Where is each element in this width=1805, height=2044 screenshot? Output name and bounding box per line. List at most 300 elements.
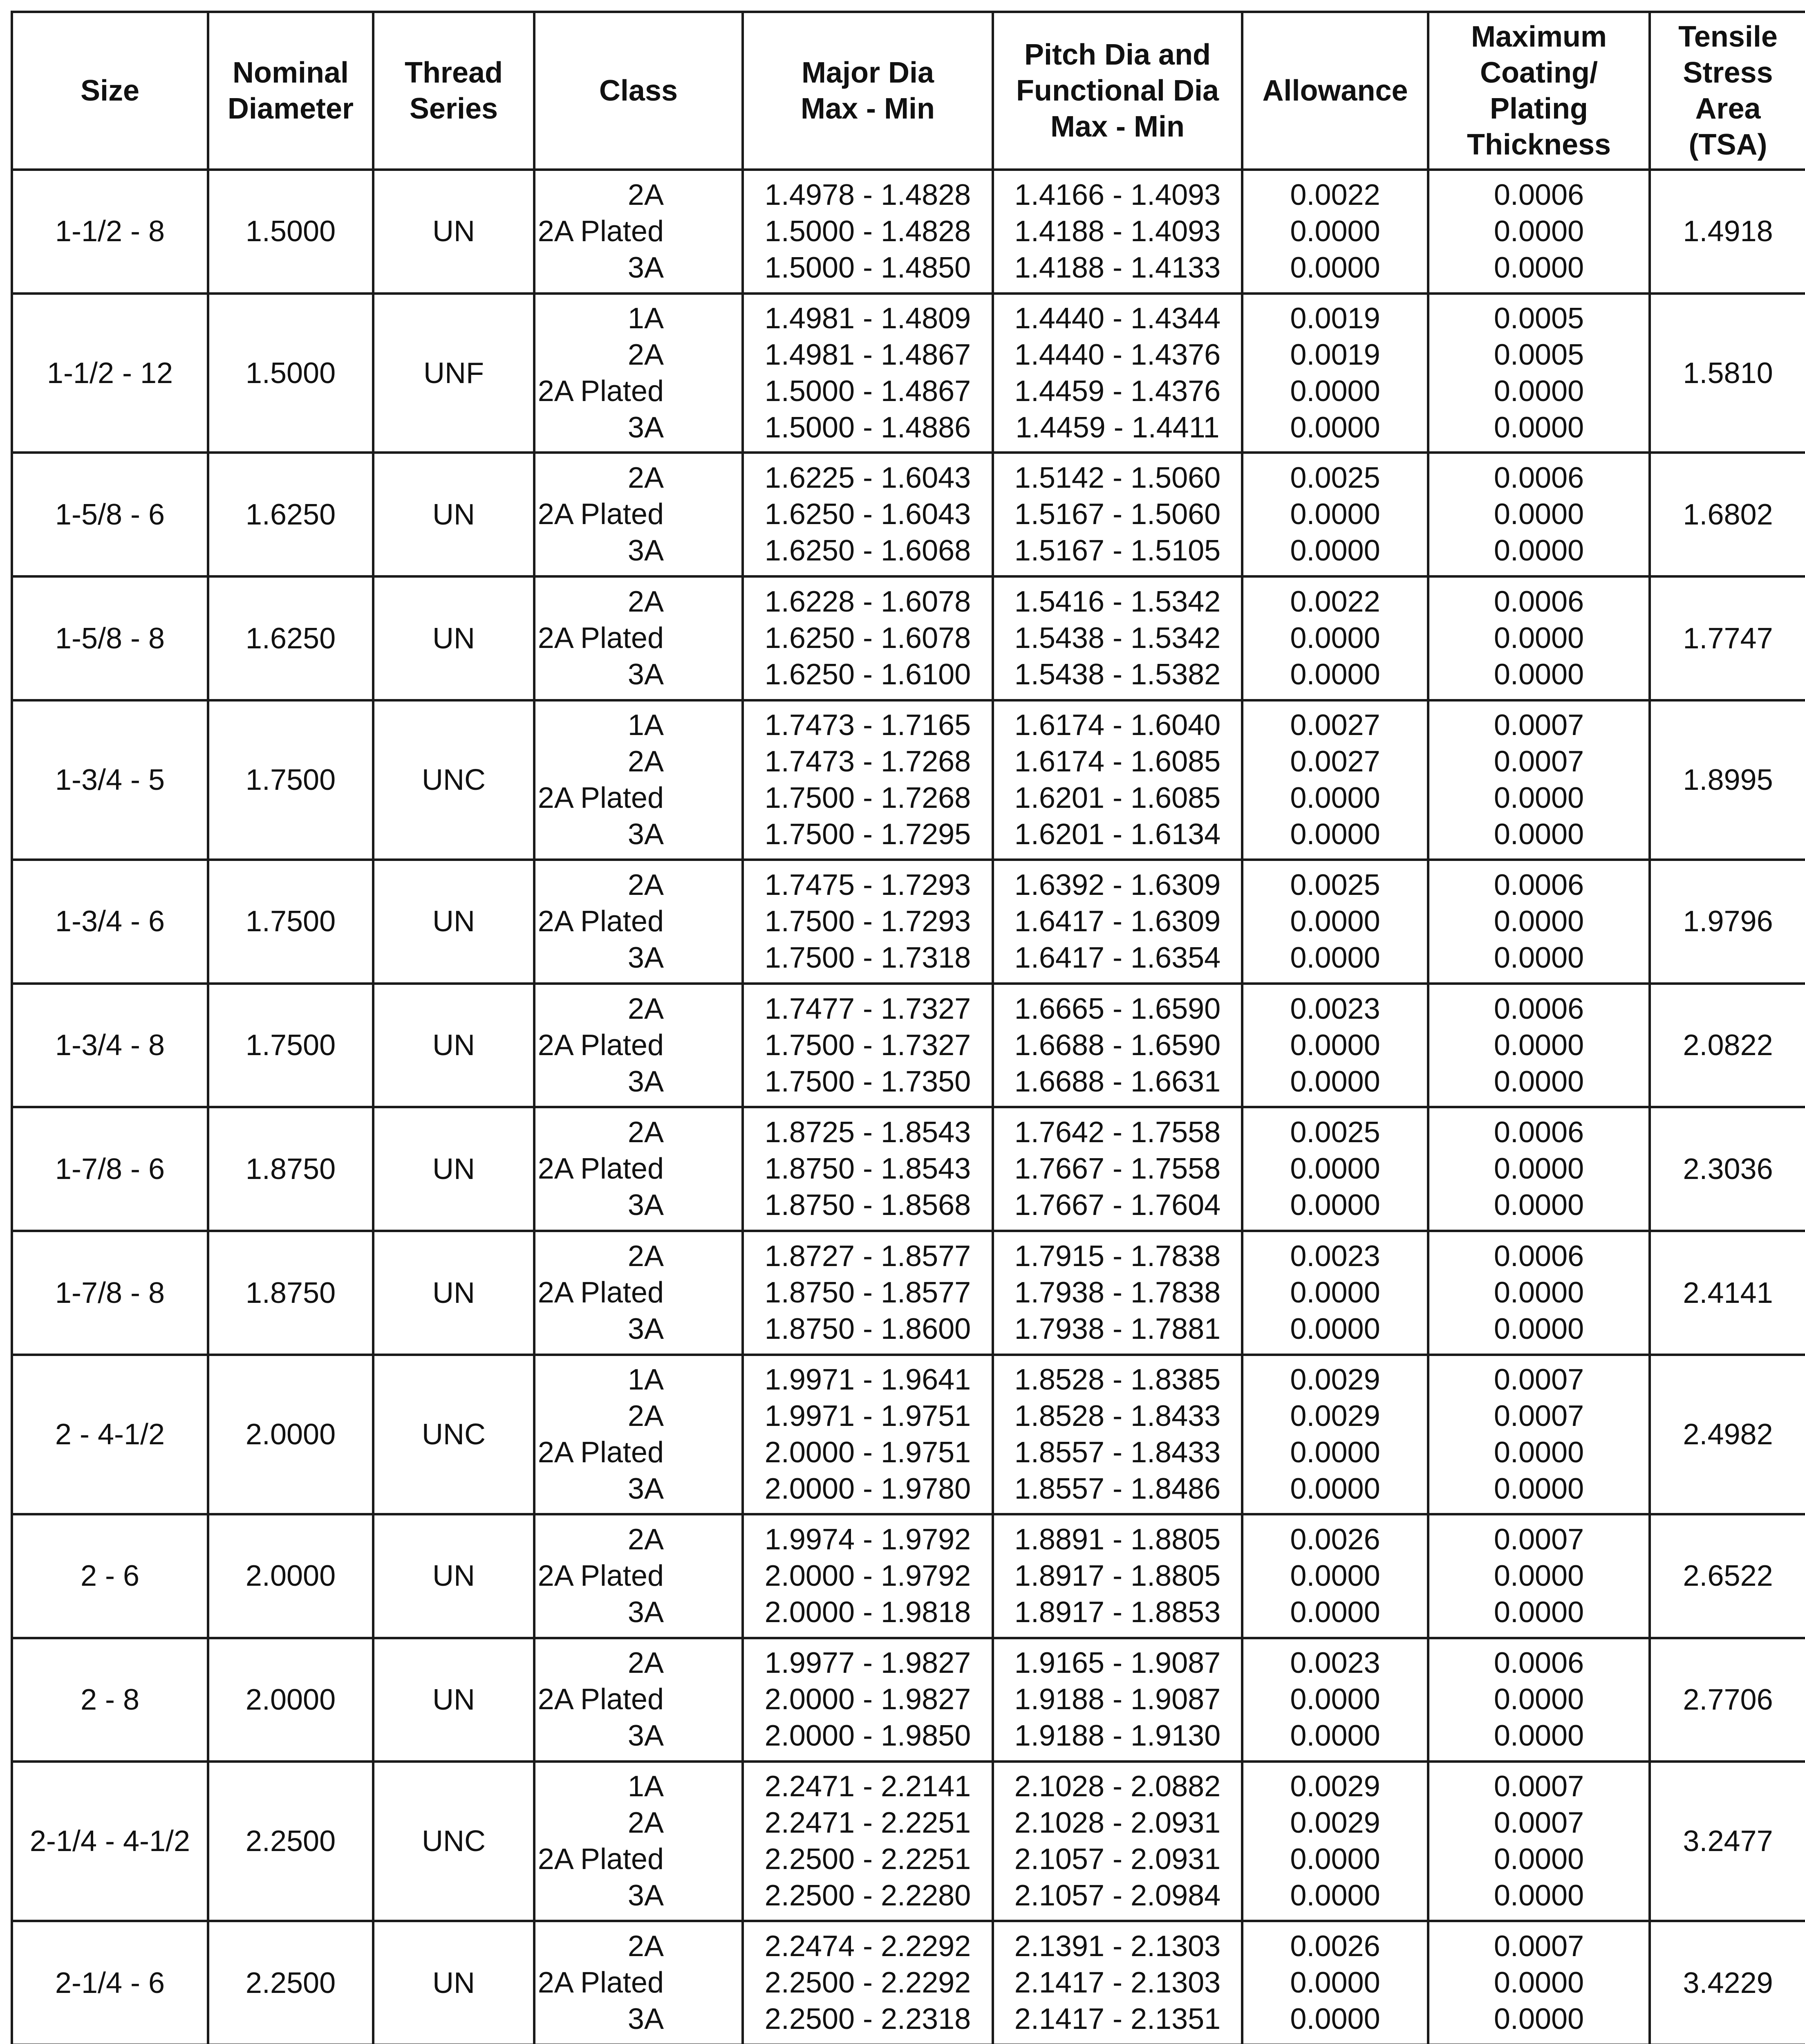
size-header (12, 12, 208, 170)
major-dia-cell (743, 984, 993, 1107)
coating-thickness-cell-line: 0.0000 (1494, 781, 1584, 814)
coating-thickness-cell (1428, 1107, 1650, 1231)
pitch-dia-cell-line: 1.6174 - 1.6085 (1014, 745, 1221, 778)
coating-thickness-cell-line: 0.0005 (1494, 338, 1584, 371)
class-cell-line: 3A (627, 941, 664, 974)
pitch-dia-cell-line: 1.6688 - 1.6631 (1014, 1065, 1221, 1098)
coating-thickness-cell-line: 0.0000 (1494, 818, 1584, 851)
allowance-cell-line: 0.0000 (1290, 1472, 1380, 1505)
pitch-dia-cell-line: 1.7938 - 1.7838 (1014, 1276, 1221, 1309)
coating-thickness-cell-line: 0.0006 (1494, 585, 1584, 619)
table-row (12, 1762, 1805, 1921)
allowance-cell (1242, 984, 1428, 1107)
major-dia-cell (743, 1514, 993, 1638)
pitch-dia-cell (993, 1107, 1242, 1231)
header-line: Thread (404, 56, 503, 89)
coating-thickness-cell-line: 0.0007 (1494, 745, 1584, 778)
major-dia-cell-line: 1.8750 - 1.8568 (764, 1189, 971, 1222)
allowance-cell-line: 0.0025 (1290, 1116, 1380, 1149)
pitch-dia-cell-line: 1.9188 - 1.9130 (1014, 1719, 1221, 1753)
class-cell-line: 3A (627, 1189, 664, 1222)
allowance-cell (1242, 170, 1428, 294)
allowance-cell-line: 0.0023 (1290, 1647, 1380, 1680)
header-line: Tensile (1678, 20, 1778, 53)
pitch-dia-cell-line: 1.6665 - 1.6590 (1014, 992, 1221, 1025)
allowance-cell-line: 0.0000 (1290, 622, 1380, 655)
class-cell (534, 1355, 743, 1514)
major-dia-cell-line: 1.9977 - 1.9827 (764, 1647, 971, 1680)
class-cell (534, 170, 743, 294)
major-dia-cell-line: 2.2471 - 2.2251 (764, 1806, 971, 1840)
pitch-dia-cell-line: 1.6392 - 1.6309 (1014, 868, 1221, 901)
coating-thickness-cell (1428, 1921, 1650, 2044)
allowance-cell (1242, 1107, 1428, 1231)
class-cell (534, 860, 743, 984)
pitch-dia-cell-line: 1.7642 - 1.7558 (1014, 1116, 1221, 1149)
major-dia-cell-line: 1.7473 - 1.7268 (764, 745, 971, 778)
pitch-dia-cell-line: 1.7938 - 1.7881 (1014, 1313, 1221, 1346)
coating-thickness-cell-line: 0.0006 (1494, 178, 1584, 211)
class-cell-line: 2A Plated (537, 1966, 664, 1999)
class-cell-line: 1A (627, 1770, 664, 1803)
major-dia-cell-line: 1.9971 - 1.9641 (764, 1363, 971, 1396)
allowance-cell-line: 0.0000 (1290, 1559, 1380, 1592)
pitch-dia-cell-line: 1.4188 - 1.4133 (1014, 251, 1221, 284)
major-dia-cell-line: 1.6250 - 1.6043 (764, 498, 971, 531)
major-dia-cell-line: 1.8750 - 1.8600 (764, 1313, 971, 1346)
coating-thickness-cell-line: 0.0000 (1494, 1436, 1584, 1469)
coating-thickness-cell-line: 0.0007 (1494, 1770, 1584, 1803)
coating-thickness-cell (1428, 1638, 1650, 1762)
major-dia-cell-line: 1.6250 - 1.6068 (764, 534, 971, 567)
coating-thickness-cell (1428, 1514, 1650, 1638)
pitch-dia-cell-line: 1.7667 - 1.7558 (1014, 1152, 1221, 1186)
coating-thickness-cell-line: 0.0007 (1494, 1806, 1584, 1840)
size-cell: 2 - 8 (12, 1638, 208, 1762)
size-cell: 2 - 6 (12, 1514, 208, 1638)
table-row (12, 1231, 1805, 1355)
major-dia-cell-line: 1.9974 - 1.9792 (764, 1523, 971, 1556)
coating-thickness-cell-line: 0.0000 (1494, 1683, 1584, 1716)
nominal-diameter-cell: 1.6250 (208, 453, 373, 576)
class-cell (534, 1107, 743, 1231)
class-header (534, 12, 743, 170)
nominal-diameter-cell: 2.2500 (208, 1762, 373, 1921)
coating-thickness-header (1428, 12, 1650, 170)
nominal-diameter-cell: 1.7500 (208, 860, 373, 984)
pitch-dia-cell (993, 1921, 1242, 2044)
class-cell (534, 453, 743, 576)
class-cell-line: 3A (627, 1719, 664, 1753)
tensile-stress-area-cell: 1.7747 (1650, 576, 1805, 700)
allowance-cell-line: 0.0000 (1290, 905, 1380, 938)
pitch-dia-cell-line: 1.8528 - 1.8385 (1014, 1363, 1221, 1396)
class-cell-line: 2A Plated (537, 215, 664, 248)
size-cell: 2 - 4-1/2 (12, 1355, 208, 1514)
allowance-cell-line: 0.0000 (1290, 215, 1380, 248)
class-cell-line: 2A (627, 1647, 664, 1680)
pitch-dia-cell-line: 2.1057 - 2.0931 (1014, 1843, 1221, 1876)
size-cell: 1-1/2 - 12 (12, 294, 208, 453)
class-cell (534, 1514, 743, 1638)
nominal-diameter-header (208, 12, 373, 170)
coating-thickness-cell-line: 0.0000 (1494, 1065, 1584, 1098)
header-line: Plating (1489, 92, 1588, 125)
coating-thickness-cell-line: 0.0000 (1494, 215, 1584, 248)
allowance-cell-line: 0.0000 (1290, 1276, 1380, 1309)
class-cell-line: 2A (627, 992, 664, 1025)
class-cell (534, 576, 743, 700)
major-dia-cell-line: 1.7473 - 1.7165 (764, 708, 971, 742)
class-cell (534, 1921, 743, 2044)
major-dia-cell (743, 1921, 993, 2044)
coating-thickness-cell-line: 0.0000 (1494, 1276, 1584, 1309)
pitch-dia-cell-line: 1.8528 - 1.8433 (1014, 1399, 1221, 1432)
pitch-dia-cell (993, 1231, 1242, 1355)
class-cell-line: 2A Plated (537, 1843, 664, 1876)
allowance-cell-line: 0.0000 (1290, 251, 1380, 284)
size-cell: 1-7/8 - 6 (12, 1107, 208, 1231)
pitch-dia-cell-line: 1.5438 - 1.5382 (1014, 658, 1221, 691)
coating-thickness-cell-line: 0.0000 (1494, 411, 1584, 444)
coating-thickness-cell-line: 0.0006 (1494, 1116, 1584, 1149)
major-dia-cell-line: 1.5000 - 1.4828 (764, 215, 971, 248)
table-row (12, 453, 1805, 576)
class-cell-line: 3A (627, 1472, 664, 1505)
class-cell-line: 3A (627, 251, 664, 284)
allowance-cell-line: 0.0027 (1290, 745, 1380, 778)
thread-series-cell: UN (373, 1231, 534, 1355)
allowance-cell-line: 0.0000 (1290, 411, 1380, 444)
major-dia-cell (743, 1355, 993, 1514)
coating-thickness-cell (1428, 1762, 1650, 1921)
major-dia-cell-line: 1.7500 - 1.7350 (764, 1065, 971, 1098)
header-line: Coating/ (1480, 56, 1598, 89)
allowance-cell-line: 0.0000 (1290, 1436, 1380, 1469)
thread-series-cell: UN (373, 984, 534, 1107)
header-line: Nominal (232, 56, 349, 89)
thread-series-header (373, 12, 534, 170)
coating-thickness-cell-line: 0.0000 (1494, 1719, 1584, 1753)
major-dia-cell-line: 1.7500 - 1.7318 (764, 941, 971, 974)
thread-series-cell: UNF (373, 294, 534, 453)
pitch-dia-cell-line: 1.6688 - 1.6590 (1014, 1029, 1221, 1062)
thread-series-cell: UNC (373, 1355, 534, 1514)
header-line: Maximum (1471, 20, 1607, 53)
allowance-cell-line: 0.0000 (1290, 1152, 1380, 1186)
coating-thickness-cell-line: 0.0007 (1494, 1930, 1584, 1963)
major-dia-cell-line: 1.7477 - 1.7327 (764, 992, 971, 1025)
major-dia-cell-line: 1.8725 - 1.8543 (764, 1116, 971, 1149)
header-line: (TSA) (1689, 128, 1767, 161)
coating-thickness-cell-line: 0.0000 (1494, 1843, 1584, 1876)
major-dia-cell-line: 1.6250 - 1.6100 (764, 658, 971, 691)
header-line: Thickness (1467, 128, 1611, 161)
table-row (12, 1921, 1805, 2044)
thread-series-cell: UN (373, 860, 534, 984)
pitch-dia-cell-line: 2.1417 - 2.1303 (1014, 1966, 1221, 1999)
allowance-cell-line: 0.0000 (1290, 1065, 1380, 1098)
pitch-dia-cell (993, 170, 1242, 294)
class-cell-line: 3A (627, 534, 664, 567)
nominal-diameter-cell: 1.7500 (208, 984, 373, 1107)
allowance-cell-line: 0.0019 (1290, 302, 1380, 335)
table-row (12, 1514, 1805, 1638)
major-dia-cell-line: 1.8750 - 1.8577 (764, 1276, 971, 1309)
tensile-stress-area-cell: 1.6802 (1650, 453, 1805, 576)
class-cell-line: 3A (627, 818, 664, 851)
class-cell-line: 2A (627, 1116, 664, 1149)
coating-thickness-cell (1428, 700, 1650, 860)
class-cell (534, 1762, 743, 1921)
class-cell-line: 3A (627, 658, 664, 691)
nominal-diameter-cell: 1.7500 (208, 700, 373, 860)
class-cell-line: 2A Plated (537, 1559, 664, 1592)
pitch-dia-cell-line: 1.5416 - 1.5342 (1014, 585, 1221, 619)
pitch-dia-cell (993, 294, 1242, 453)
coating-thickness-cell-line: 0.0006 (1494, 462, 1584, 495)
header-line: Allowance (1262, 74, 1408, 107)
coating-thickness-cell-line: 0.0000 (1494, 1029, 1584, 1062)
coating-thickness-cell-line: 0.0000 (1494, 658, 1584, 691)
nominal-diameter-cell: 1.5000 (208, 170, 373, 294)
pitch-dia-cell (993, 1762, 1242, 1921)
pitch-dia-cell-line: 1.4166 - 1.4093 (1014, 178, 1221, 211)
allowance-cell-line: 0.0022 (1290, 585, 1380, 619)
major-dia-cell (743, 1638, 993, 1762)
header-line: Major Dia (801, 56, 934, 89)
size-cell: 1-3/4 - 6 (12, 860, 208, 984)
table-row (12, 984, 1805, 1107)
class-cell-line: 2A Plated (537, 905, 664, 938)
pitch-dia-cell-line: 1.7915 - 1.7838 (1014, 1240, 1221, 1273)
header-line: Class (599, 74, 678, 107)
class-cell-line: 3A (627, 411, 664, 444)
major-dia-cell (743, 700, 993, 860)
pitch-dia-header (993, 12, 1242, 170)
allowance-cell (1242, 1514, 1428, 1638)
allowance-cell (1242, 294, 1428, 453)
major-dia-cell-line: 2.2500 - 2.2251 (764, 1843, 971, 1876)
major-dia-cell-line: 1.5000 - 1.4850 (764, 251, 971, 284)
tensile-stress-area-cell: 1.4918 (1650, 170, 1805, 294)
pitch-dia-cell-line: 1.6417 - 1.6309 (1014, 905, 1221, 938)
thread-series-cell: UN (373, 576, 534, 700)
allowance-cell (1242, 1638, 1428, 1762)
coating-thickness-cell-line: 0.0007 (1494, 708, 1584, 742)
allowance-cell-line: 0.0025 (1290, 462, 1380, 495)
class-cell (534, 294, 743, 453)
table-row (12, 1638, 1805, 1762)
coating-thickness-cell-line: 0.0000 (1494, 498, 1584, 531)
coating-thickness-cell-line: 0.0000 (1494, 1879, 1584, 1912)
class-cell-line: 1A (627, 708, 664, 742)
major-dia-cell-line: 1.4981 - 1.4809 (764, 302, 971, 335)
nominal-diameter-cell: 1.8750 (208, 1107, 373, 1231)
thread-spec-table (11, 11, 1805, 2044)
coating-thickness-cell-line: 0.0006 (1494, 868, 1584, 901)
coating-thickness-cell-line: 0.0000 (1494, 1966, 1584, 1999)
size-cell: 1-3/4 - 5 (12, 700, 208, 860)
pitch-dia-cell-line: 1.4440 - 1.4344 (1014, 302, 1221, 335)
tensile-stress-area-cell: 2.0822 (1650, 984, 1805, 1107)
table-row (12, 294, 1805, 453)
pitch-dia-cell-line: 1.8557 - 1.8486 (1014, 1472, 1221, 1505)
class-cell (534, 700, 743, 860)
header-line: Stress (1683, 56, 1773, 89)
nominal-diameter-cell: 2.0000 (208, 1355, 373, 1514)
major-dia-cell-line: 2.0000 - 1.9751 (764, 1436, 971, 1469)
class-cell-line: 2A (627, 585, 664, 619)
thread-series-cell: UN (373, 1514, 534, 1638)
size-cell: 1-3/4 - 8 (12, 984, 208, 1107)
major-dia-cell (743, 1762, 993, 1921)
major-dia-cell-line: 1.8727 - 1.8577 (764, 1240, 971, 1273)
class-cell-line: 2A (627, 1806, 664, 1840)
major-dia-cell-line: 1.4981 - 1.4867 (764, 338, 971, 371)
major-dia-cell-line: 2.0000 - 1.9850 (764, 1719, 971, 1753)
class-cell-line: 2A (627, 178, 664, 211)
allowance-header (1242, 12, 1428, 170)
tensile-stress-area-cell: 3.4229 (1650, 1921, 1805, 2044)
nominal-diameter-cell: 1.8750 (208, 1231, 373, 1355)
nominal-diameter-cell: 1.5000 (208, 294, 373, 453)
coating-thickness-cell-line: 0.0007 (1494, 1363, 1584, 1396)
class-cell-line: 2A (627, 1930, 664, 1963)
nominal-diameter-cell: 1.6250 (208, 576, 373, 700)
coating-thickness-cell (1428, 1231, 1650, 1355)
header-line: Size (80, 74, 140, 107)
class-cell-line: 2A Plated (537, 1152, 664, 1186)
allowance-cell-line: 0.0000 (1290, 1719, 1380, 1753)
table-row (12, 170, 1805, 294)
major-dia-cell-line: 1.6225 - 1.6043 (764, 462, 971, 495)
major-dia-cell-line: 1.7500 - 1.7327 (764, 1029, 971, 1062)
class-cell (534, 1638, 743, 1762)
pitch-dia-cell-line: 1.8891 - 1.8805 (1014, 1523, 1221, 1556)
allowance-cell-line: 0.0027 (1290, 708, 1380, 742)
tensile-stress-area-cell: 1.9796 (1650, 860, 1805, 984)
class-cell-line: 3A (627, 1065, 664, 1098)
major-dia-cell-line: 1.7500 - 1.7295 (764, 818, 971, 851)
coating-thickness-cell (1428, 576, 1650, 700)
class-cell-line: 2A Plated (537, 1029, 664, 1062)
allowance-cell-line: 0.0026 (1290, 1930, 1380, 1963)
major-dia-cell-line: 2.0000 - 1.9827 (764, 1683, 971, 1716)
table-row (12, 576, 1805, 700)
class-cell-line: 3A (627, 1313, 664, 1346)
allowance-cell-line: 0.0000 (1290, 781, 1380, 814)
allowance-cell (1242, 1762, 1428, 1921)
allowance-cell-line: 0.0000 (1290, 498, 1380, 531)
allowance-cell-line: 0.0000 (1290, 658, 1380, 691)
allowance-cell (1242, 1355, 1428, 1514)
major-dia-cell (743, 170, 993, 294)
class-cell-line: 2A Plated (537, 374, 664, 408)
major-dia-cell-line: 1.7500 - 1.7293 (764, 905, 971, 938)
pitch-dia-cell (993, 576, 1242, 700)
coating-thickness-cell-line: 0.0000 (1494, 374, 1584, 408)
allowance-cell-line: 0.0025 (1290, 868, 1380, 901)
coating-thickness-cell-line: 0.0000 (1494, 1313, 1584, 1346)
coating-thickness-cell-line: 0.0000 (1494, 251, 1584, 284)
pitch-dia-cell-line: 1.9165 - 1.9087 (1014, 1647, 1221, 1680)
pitch-dia-cell-line: 2.1028 - 2.0882 (1014, 1770, 1221, 1803)
class-cell-line: 2A Plated (537, 1436, 664, 1469)
tensile-stress-area-cell: 3.2477 (1650, 1762, 1805, 1921)
size-cell: 2-1/4 - 6 (12, 1921, 208, 2044)
major-dia-cell-line: 1.5000 - 1.4886 (764, 411, 971, 444)
table-row (12, 860, 1805, 984)
major-dia-cell-line: 1.6228 - 1.6078 (764, 585, 971, 619)
tensile-stress-area-cell: 2.4982 (1650, 1355, 1805, 1514)
pitch-dia-cell-line: 1.6201 - 1.6134 (1014, 818, 1221, 851)
coating-thickness-cell-line: 0.0007 (1494, 1399, 1584, 1432)
class-cell-line: 2A Plated (537, 622, 664, 655)
coating-thickness-cell-line: 0.0000 (1494, 1596, 1584, 1629)
class-cell-line: 1A (627, 1363, 664, 1396)
tensile-stress-area-header (1650, 12, 1805, 170)
pitch-dia-cell-line: 1.8557 - 1.8433 (1014, 1436, 1221, 1469)
allowance-cell-line: 0.0000 (1290, 534, 1380, 567)
tensile-stress-area-cell: 1.8995 (1650, 700, 1805, 860)
coating-thickness-cell (1428, 1355, 1650, 1514)
major-dia-cell-line: 2.2500 - 2.2318 (764, 2003, 971, 2035)
allowance-cell-line: 0.0000 (1290, 1189, 1380, 1222)
pitch-dia-cell-line: 1.5167 - 1.5105 (1014, 534, 1221, 567)
header-line: Series (409, 92, 498, 125)
major-dia-cell-line: 1.7475 - 1.7293 (764, 868, 971, 901)
class-cell-line: 3A (627, 1879, 664, 1912)
header-line: Max - Min (800, 92, 935, 125)
pitch-dia-cell-line: 2.1391 - 2.1303 (1014, 1930, 1221, 1963)
nominal-diameter-cell: 2.2500 (208, 1921, 373, 2044)
coating-thickness-cell-line: 0.0000 (1494, 1559, 1584, 1592)
major-dia-cell-line: 2.2500 - 2.2292 (764, 1966, 971, 1999)
pitch-dia-cell-line: 2.1417 - 2.1351 (1014, 2003, 1221, 2035)
class-cell (534, 984, 743, 1107)
class-cell-line: 3A (627, 2003, 664, 2035)
coating-thickness-cell-line: 0.0000 (1494, 905, 1584, 938)
tensile-stress-area-cell: 2.3036 (1650, 1107, 1805, 1231)
major-dia-cell-line: 1.4978 - 1.4828 (764, 178, 971, 211)
major-dia-cell-line: 1.8750 - 1.8543 (764, 1152, 971, 1186)
major-dia-cell-line: 1.7500 - 1.7268 (764, 781, 971, 814)
pitch-dia-cell (993, 453, 1242, 576)
table-row (12, 700, 1805, 860)
coating-thickness-cell (1428, 860, 1650, 984)
thread-series-cell: UNC (373, 700, 534, 860)
size-cell: 1-7/8 - 8 (12, 1231, 208, 1355)
allowance-cell-line: 0.0029 (1290, 1363, 1380, 1396)
pitch-dia-cell-line: 1.4459 - 1.4411 (1015, 411, 1220, 444)
allowance-cell-line: 0.0000 (1290, 374, 1380, 408)
pitch-dia-cell-line: 1.6417 - 1.6354 (1014, 941, 1221, 974)
pitch-dia-cell-line: 1.5167 - 1.5060 (1014, 498, 1221, 531)
pitch-dia-cell-line: 1.4459 - 1.4376 (1014, 374, 1221, 408)
coating-thickness-cell-line: 0.0000 (1494, 1152, 1584, 1186)
major-dia-cell (743, 860, 993, 984)
coating-thickness-cell-line: 0.0000 (1494, 941, 1584, 974)
allowance-cell (1242, 1231, 1428, 1355)
major-dia-cell-line: 2.2474 - 2.2292 (764, 1930, 971, 1963)
nominal-diameter-cell: 2.0000 (208, 1638, 373, 1762)
thread-series-cell: UNC (373, 1762, 534, 1921)
class-cell-line: 2A (627, 1399, 664, 1432)
allowance-cell (1242, 576, 1428, 700)
allowance-cell-line: 0.0000 (1290, 1879, 1380, 1912)
allowance-cell (1242, 860, 1428, 984)
